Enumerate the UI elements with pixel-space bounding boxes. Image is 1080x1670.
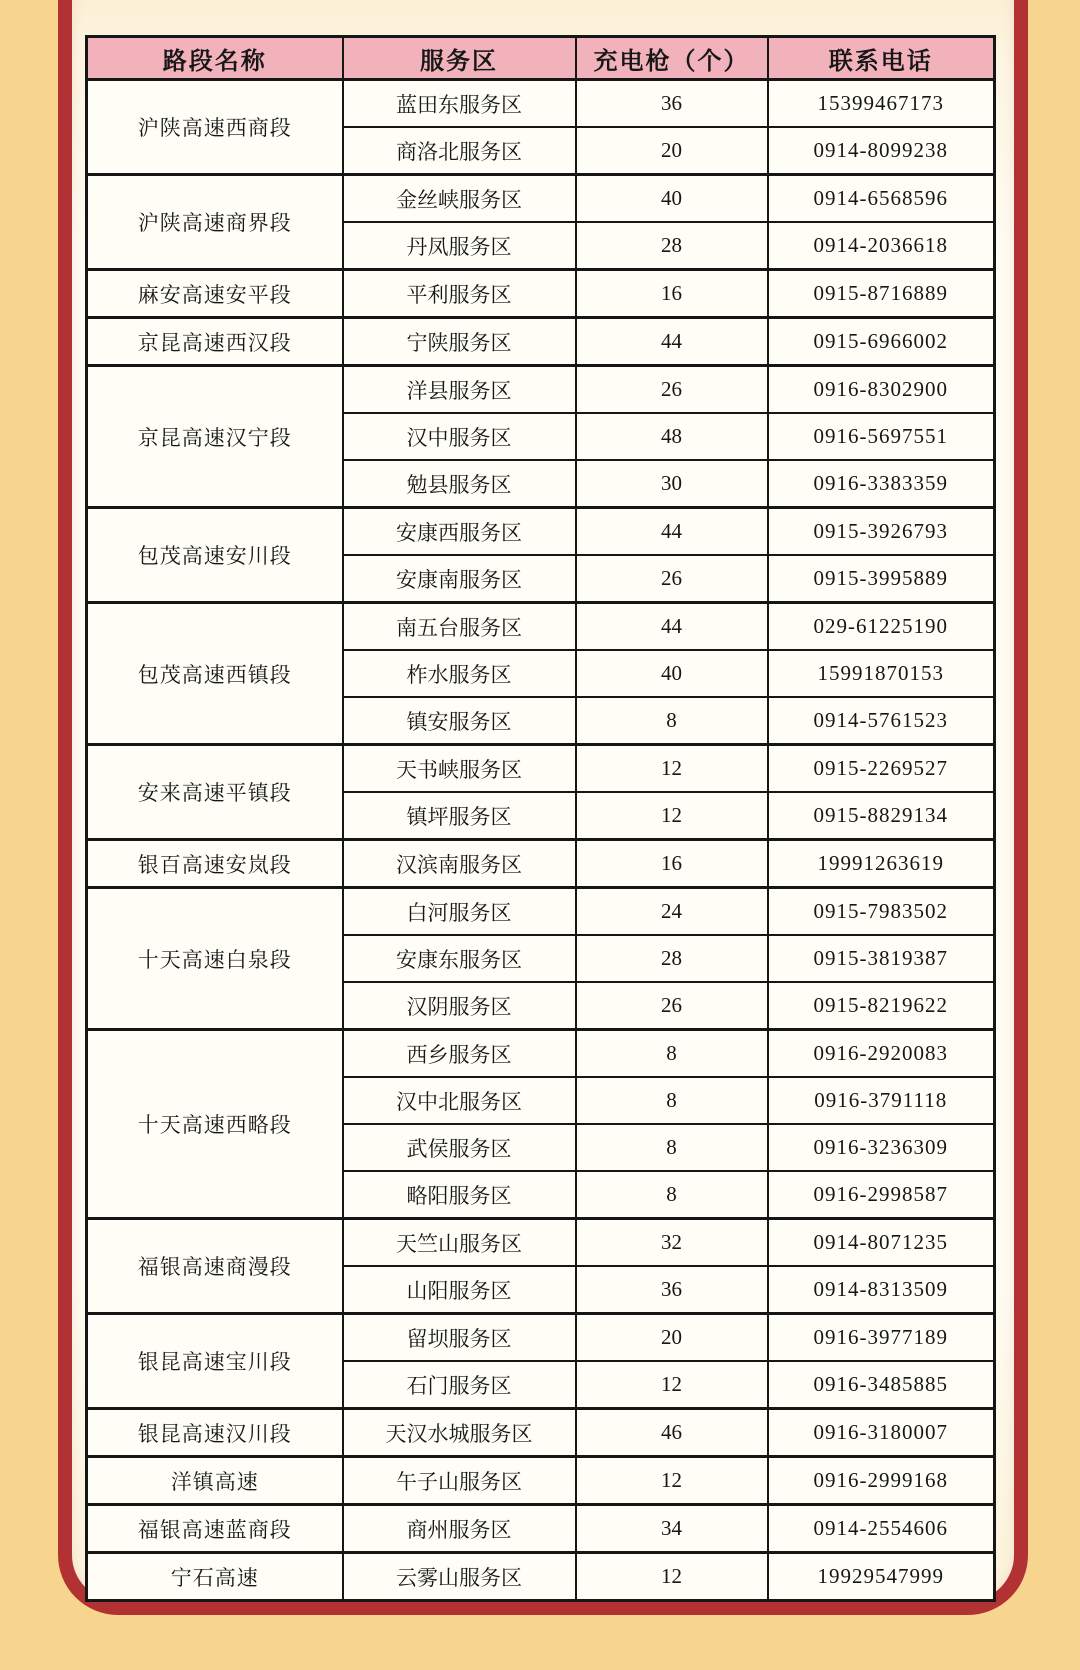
service-area-cell: 蓝田东服务区	[343, 80, 576, 128]
service-area-cell: 安康南服务区	[343, 555, 576, 603]
service-area-cell: 安康东服务区	[343, 935, 576, 982]
header-row	[87, 37, 995, 80]
gun-count-cell: 20	[576, 1314, 768, 1362]
gun-count-cell: 40	[576, 175, 768, 223]
phone-cell: 19929547999	[768, 1553, 995, 1601]
table-row	[87, 745, 995, 793]
service-area-cell: 勉县服务区	[343, 460, 576, 508]
column-header-phone: 联系电话	[768, 37, 995, 80]
service-area-cell: 天书峡服务区	[343, 745, 576, 793]
gun-count-cell: 8	[576, 1077, 768, 1124]
gun-count-cell: 12	[576, 1457, 768, 1505]
gun-count-cell: 30	[576, 460, 768, 508]
phone-cell: 0914-6568596	[768, 175, 995, 223]
table-row	[87, 603, 995, 651]
table-row	[87, 1553, 995, 1601]
charging-stations-table	[85, 35, 996, 1602]
phone-cell: 0915-8829134	[768, 792, 995, 840]
service-area-cell: 天汉水城服务区	[343, 1409, 576, 1457]
table-row	[87, 1505, 995, 1553]
service-area-cell: 云雾山服务区	[343, 1553, 576, 1601]
road-section-cell: 十天高速白泉段	[87, 888, 343, 1030]
road-section-cell: 福银高速蓝商段	[87, 1505, 343, 1553]
service-area-cell: 安康西服务区	[343, 508, 576, 556]
column-header-service-area: 服务区	[343, 37, 576, 80]
phone-cell: 0915-7983502	[768, 888, 995, 936]
road-section-cell: 宁石高速	[87, 1553, 343, 1601]
service-area-cell: 商洛北服务区	[343, 127, 576, 175]
phone-cell: 0916-2920083	[768, 1030, 995, 1078]
service-area-cell: 石门服务区	[343, 1361, 576, 1409]
gun-count-cell: 48	[576, 413, 768, 460]
phone-cell: 0916-3791118	[768, 1077, 995, 1124]
gun-count-cell: 36	[576, 80, 768, 128]
table-row	[87, 840, 995, 888]
service-area-cell: 南五台服务区	[343, 603, 576, 651]
service-area-cell: 白河服务区	[343, 888, 576, 936]
phone-cell: 0916-3383359	[768, 460, 995, 508]
gun-count-cell: 44	[576, 603, 768, 651]
service-area-cell: 丹凤服务区	[343, 222, 576, 270]
table-header	[87, 37, 995, 80]
road-section-cell: 包茂高速安川段	[87, 508, 343, 603]
phone-cell: 15399467173	[768, 80, 995, 128]
table-row	[87, 508, 995, 556]
phone-cell: 0915-8716889	[768, 270, 995, 318]
road-section-cell: 包茂高速西镇段	[87, 603, 343, 745]
road-section-cell: 京昆高速汉宁段	[87, 366, 343, 508]
gun-count-cell: 44	[576, 318, 768, 366]
service-area-cell: 武侯服务区	[343, 1124, 576, 1171]
gun-count-cell: 32	[576, 1219, 768, 1267]
table-row	[87, 270, 995, 318]
gun-count-cell: 20	[576, 127, 768, 175]
service-area-cell: 镇坪服务区	[343, 792, 576, 840]
table-row	[87, 1457, 995, 1505]
phone-cell: 0914-8071235	[768, 1219, 995, 1267]
service-area-cell: 汉阴服务区	[343, 982, 576, 1030]
gun-count-cell: 8	[576, 697, 768, 745]
phone-cell: 0914-2036618	[768, 222, 995, 270]
service-area-cell: 平利服务区	[343, 270, 576, 318]
phone-cell: 0915-6966002	[768, 318, 995, 366]
road-section-cell: 京昆高速西汉段	[87, 318, 343, 366]
service-area-cell: 留坝服务区	[343, 1314, 576, 1362]
table-row	[87, 80, 995, 128]
service-area-cell: 洋县服务区	[343, 366, 576, 414]
gun-count-cell: 28	[576, 935, 768, 982]
phone-cell: 0916-3977189	[768, 1314, 995, 1362]
road-section-cell: 银百高速安岚段	[87, 840, 343, 888]
road-section-cell: 十天高速西略段	[87, 1030, 343, 1219]
service-area-cell: 汉中服务区	[343, 413, 576, 460]
service-area-cell: 西乡服务区	[343, 1030, 576, 1078]
gun-count-cell: 12	[576, 1361, 768, 1409]
phone-cell: 0915-3819387	[768, 935, 995, 982]
phone-cell: 0916-3236309	[768, 1124, 995, 1171]
phone-cell: 0914-5761523	[768, 697, 995, 745]
phone-cell: 0916-8302900	[768, 366, 995, 414]
gun-count-cell: 28	[576, 222, 768, 270]
table-row	[87, 1314, 995, 1362]
column-header-gun-count: 充电枪（个）	[576, 37, 768, 80]
gun-count-cell: 44	[576, 508, 768, 556]
phone-cell: 19991263619	[768, 840, 995, 888]
service-area-cell: 山阳服务区	[343, 1266, 576, 1314]
road-section-cell: 银昆高速宝川段	[87, 1314, 343, 1409]
phone-cell: 029-61225190	[768, 603, 995, 651]
service-area-cell: 略阳服务区	[343, 1171, 576, 1219]
service-area-cell: 午子山服务区	[343, 1457, 576, 1505]
phone-cell: 0916-2998587	[768, 1171, 995, 1219]
road-section-cell: 安来高速平镇段	[87, 745, 343, 840]
gun-count-cell: 8	[576, 1124, 768, 1171]
gun-count-cell: 26	[576, 555, 768, 603]
road-section-cell: 洋镇高速	[87, 1457, 343, 1505]
table-row	[87, 1409, 995, 1457]
gun-count-cell: 8	[576, 1171, 768, 1219]
road-section-cell: 银昆高速汉川段	[87, 1409, 343, 1457]
service-area-cell: 柞水服务区	[343, 650, 576, 697]
gun-count-cell: 12	[576, 792, 768, 840]
gun-count-cell: 46	[576, 1409, 768, 1457]
phone-cell: 0916-3180007	[768, 1409, 995, 1457]
table-row	[87, 318, 995, 366]
phone-cell: 0914-2554606	[768, 1505, 995, 1553]
service-area-cell: 镇安服务区	[343, 697, 576, 745]
table-row	[87, 888, 995, 936]
service-area-cell: 宁陕服务区	[343, 318, 576, 366]
gun-count-cell: 24	[576, 888, 768, 936]
gun-count-cell: 12	[576, 745, 768, 793]
table-row	[87, 175, 995, 223]
gun-count-cell: 34	[576, 1505, 768, 1553]
phone-cell: 0916-5697551	[768, 413, 995, 460]
column-header-road-section: 路段名称	[87, 37, 343, 80]
phone-cell: 0915-3926793	[768, 508, 995, 556]
road-section-cell: 麻安高速安平段	[87, 270, 343, 318]
gun-count-cell: 8	[576, 1030, 768, 1078]
table-body	[87, 80, 995, 1601]
gun-count-cell: 26	[576, 366, 768, 414]
table-row	[87, 366, 995, 414]
phone-cell: 0915-2269527	[768, 745, 995, 793]
phone-cell: 0915-8219622	[768, 982, 995, 1030]
road-section-cell: 福银高速商漫段	[87, 1219, 343, 1314]
phone-cell: 15991870153	[768, 650, 995, 697]
phone-cell: 0916-3485885	[768, 1361, 995, 1409]
phone-cell: 0915-3995889	[768, 555, 995, 603]
gun-count-cell: 12	[576, 1553, 768, 1601]
table-row	[87, 1030, 995, 1078]
gun-count-cell: 16	[576, 840, 768, 888]
service-area-cell: 汉中北服务区	[343, 1077, 576, 1124]
gun-count-cell: 36	[576, 1266, 768, 1314]
service-area-cell: 汉滨南服务区	[343, 840, 576, 888]
gun-count-cell: 16	[576, 270, 768, 318]
phone-cell: 0916-2999168	[768, 1457, 995, 1505]
service-area-cell: 天竺山服务区	[343, 1219, 576, 1267]
table-row	[87, 1219, 995, 1267]
phone-cell: 0914-8099238	[768, 127, 995, 175]
phone-cell: 0914-8313509	[768, 1266, 995, 1314]
road-section-cell: 沪陕高速西商段	[87, 80, 343, 175]
road-section-cell: 沪陕高速商界段	[87, 175, 343, 270]
gun-count-cell: 26	[576, 982, 768, 1030]
service-area-cell: 金丝峡服务区	[343, 175, 576, 223]
gun-count-cell: 40	[576, 650, 768, 697]
service-area-cell: 商州服务区	[343, 1505, 576, 1553]
